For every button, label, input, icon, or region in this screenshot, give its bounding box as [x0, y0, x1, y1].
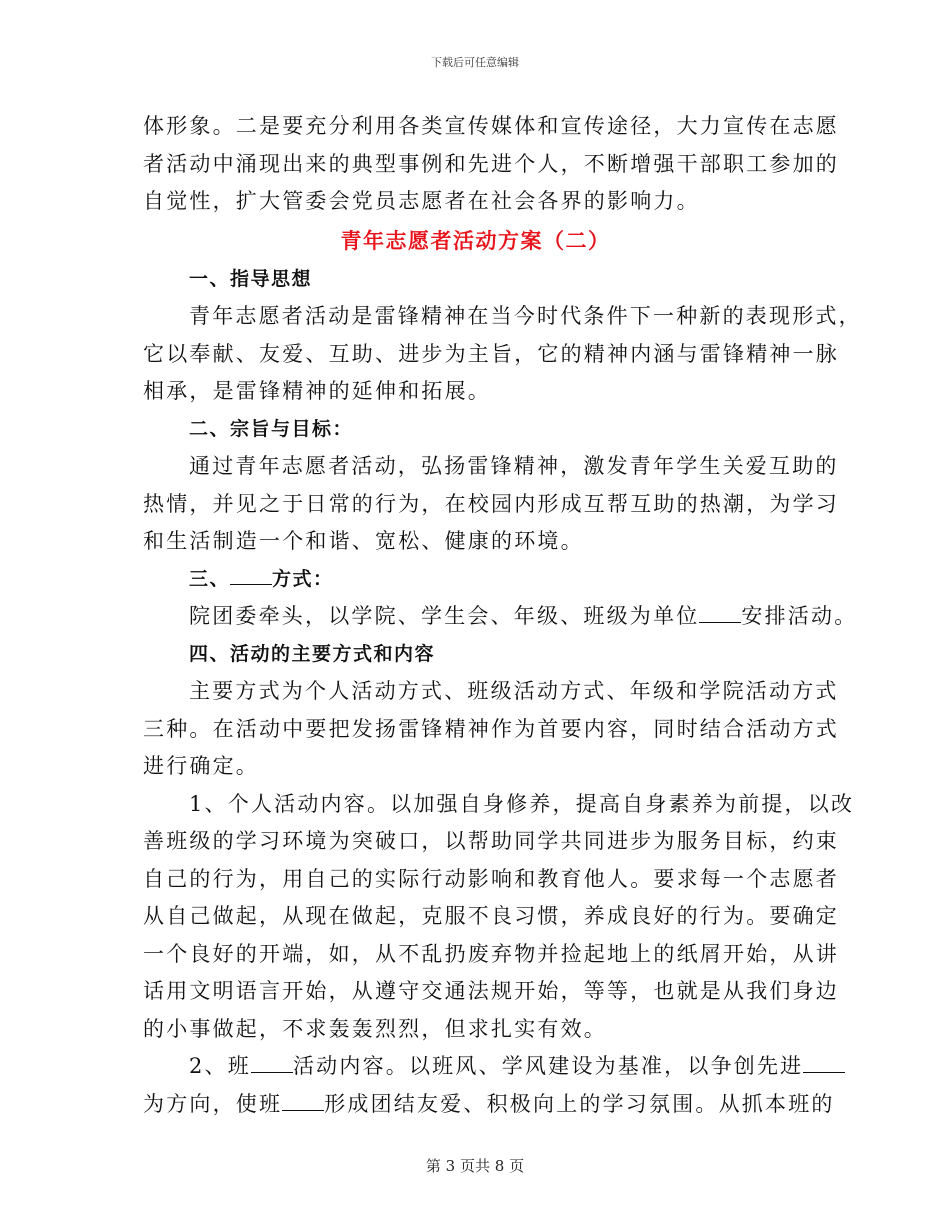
heading-guiding-thought: 一、指导思想	[189, 267, 313, 290]
blank-underline	[803, 1054, 845, 1073]
text-segment: 院团委牵头，以学院、学生会、年级、班级为单位	[189, 604, 700, 628]
paragraph-line: 三种。在活动中要把发扬雷锋精神作为首要内容，同时结合活动方式	[143, 716, 839, 741]
text-segment: 2、班	[189, 1054, 251, 1078]
heading-method	[143, 561, 808, 599]
heading-prefix: 三、	[189, 567, 231, 590]
paragraph-line: 相承，是雷锋精神的延伸和拓展。	[143, 379, 491, 403]
heading-activities: 四、活动的主要方式和内容	[189, 642, 436, 665]
document-body	[143, 108, 862, 1123]
section-title: 青年志愿者活动方案（二）	[340, 228, 611, 253]
paragraph-line: 热情，并见之于日常的行为，在校园内形成互帮互助的热潮，为学习	[143, 491, 839, 516]
text-segment: 为方向，使班	[143, 1091, 283, 1116]
paragraph-line: 的小事做起，不求轰轰烈烈，但求扎实有效。	[143, 1016, 607, 1041]
paragraph-line: 它以奉献、友爱、互助、进步为主旨，它的精神内涵与雷锋精神一脉	[143, 341, 839, 366]
paragraph-line: 进行确定。	[143, 754, 259, 778]
paragraph-line	[143, 1086, 835, 1124]
paragraph-line: 和生活制造一个和谐、宽松、健康的环境。	[143, 529, 584, 553]
heading-purpose: 二、宗旨与目标：	[189, 417, 354, 440]
paragraph-line: 者活动中涌现出来的典型事例和先进个人，不断增强干部职工参加的	[143, 151, 839, 176]
paragraph-line: 自己的行为，用自己的实际行动影响和教育他人。要求每一个志愿者	[143, 866, 839, 891]
paragraph-line: 1、个人活动内容。以加强自身修养，提高自身素养为前提，以改	[189, 791, 855, 816]
blank-underline	[251, 1054, 293, 1073]
paragraph-line: 话用文明语言开始，从遵守交通法规开始，等等，也就是从我们身边	[143, 979, 839, 1003]
blank-underline	[230, 566, 272, 585]
paragraph-line: 通过青年志愿者活动，弘扬雷锋精神，激发青年学生关爱互助的	[189, 454, 839, 478]
paragraph-line: 善班级的学习环境为突破口，以帮助同学共同进步为服务目标，约束	[143, 829, 839, 853]
text-segment: 活动内容。以班风、学风建设为基准，以争创先进	[292, 1054, 804, 1078]
paragraph-line	[143, 598, 858, 636]
paragraph-line: 主要方式为个人活动方式、班级活动方式、年级和学院活动方式	[189, 679, 839, 703]
paragraph-line: 体形象。二是要充分利用各类宣传媒体和宣传途径，大力宣传在志愿	[143, 114, 839, 138]
text-segment: 安排活动。	[741, 604, 858, 628]
paragraph-line: 青年志愿者活动是雷锋精神在当今时代条件下一种新的表现形式，	[189, 304, 862, 328]
paragraph-line: 一个良好的开端，如，从不乱扔废弃物并捡起地上的纸屑开始，从讲	[143, 941, 839, 966]
page-number: 第 3 页共 8 页	[425, 1157, 525, 1175]
paragraph-line: 从自己做起，从现在做起，克服不良习惯，养成良好的行为。要确定	[143, 904, 839, 928]
heading-suffix: 方式：	[272, 567, 334, 590]
blank-underline	[699, 604, 741, 623]
paragraph-line	[143, 1048, 808, 1086]
text-segment: 形成团结友爱、积极向上的学习氛围。从抓本班的	[324, 1091, 835, 1116]
blank-underline	[282, 1092, 324, 1111]
header-note: 下载后可任意编辑	[431, 56, 519, 69]
paragraph-line: 自觉性，扩大管委会党员志愿者在社会各界的影响力。	[143, 189, 700, 213]
